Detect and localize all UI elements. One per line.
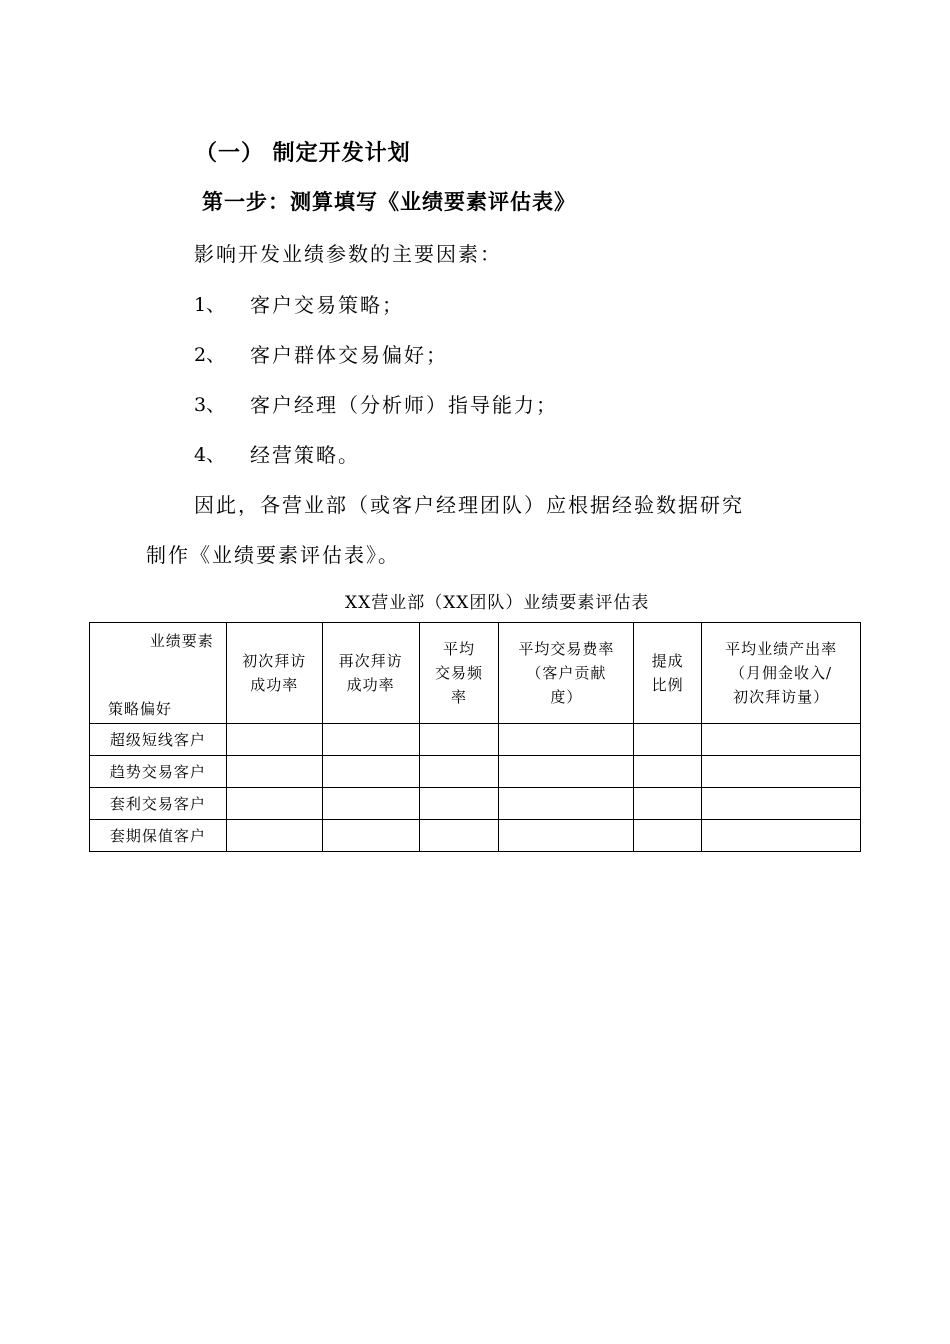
header-cell: 平均 交易频 率: [419, 623, 499, 724]
empty-cell: [702, 820, 861, 852]
factor-text: 客户经理（分析师）指导能力；: [250, 393, 558, 417]
empty-cell: [419, 724, 499, 756]
empty-cell: [499, 756, 634, 788]
table-caption: XX营业部（XX团队）业绩要素评估表: [345, 593, 650, 613]
corner-top-label: 业绩要素: [149, 632, 214, 650]
empty-cell: [499, 724, 634, 756]
factor-text: 客户群体交易偏好；: [250, 343, 448, 367]
empty-cell: [634, 724, 702, 756]
evaluation-table: [89, 622, 861, 852]
empty-cell: [634, 820, 702, 852]
table-row: [90, 788, 861, 820]
conclusion-line-2: 制作《业绩要素评估表》。: [146, 543, 400, 567]
corner-header-cell: [90, 623, 227, 724]
intro-paragraph: 影响开发业绩参数的主要因素：: [194, 242, 502, 266]
empty-cell: [226, 788, 322, 820]
table-row: [90, 724, 861, 756]
factor-text: 客户交易策略；: [250, 293, 404, 317]
empty-cell: [499, 820, 634, 852]
empty-cell: [702, 788, 861, 820]
empty-cell: [634, 788, 702, 820]
row-label: 套利交易客户: [90, 788, 227, 820]
empty-cell: [419, 820, 499, 852]
row-label: 套期保值客户: [90, 820, 227, 852]
header-cell: 平均交易费率 （客户贡献 度）: [499, 623, 634, 724]
step-heading: 第一步：测算填写《业绩要素评估表》: [202, 189, 576, 214]
factor-text: 经营策略。: [250, 443, 360, 467]
table-row: [90, 756, 861, 788]
empty-cell: [322, 788, 419, 820]
header-cell: 平均业绩产出率 （月佣金收入/ 初次拜访量）: [702, 623, 861, 724]
empty-cell: [634, 756, 702, 788]
empty-cell: [702, 724, 861, 756]
empty-cell: [419, 756, 499, 788]
factor-number: 2、: [194, 344, 226, 366]
empty-cell: [226, 756, 322, 788]
empty-cell: [226, 820, 322, 852]
header-cell: 提成 比例: [634, 623, 702, 724]
empty-cell: [322, 820, 419, 852]
factor-number: 4、: [194, 444, 226, 466]
empty-cell: [419, 788, 499, 820]
empty-cell: [499, 788, 634, 820]
table-header-row: [90, 623, 861, 724]
empty-cell: [322, 756, 419, 788]
section-heading: （一） 制定开发计划: [195, 140, 411, 166]
header-cell: 再次拜访 成功率: [322, 623, 419, 724]
row-label: 趋势交易客户: [90, 756, 227, 788]
factor-number: 1、: [194, 294, 226, 316]
table-row: [90, 820, 861, 852]
conclusion-line-1: 因此，各营业部（或客户经理团队）应根据经验数据研究: [194, 493, 744, 517]
empty-cell: [702, 756, 861, 788]
corner-bottom-label: 策略偏好: [108, 700, 173, 718]
empty-cell: [322, 724, 419, 756]
factor-number: 3、: [194, 394, 226, 416]
row-label: 超级短线客户: [90, 724, 227, 756]
header-cell: 初次拜访 成功率: [226, 623, 322, 724]
empty-cell: [226, 724, 322, 756]
